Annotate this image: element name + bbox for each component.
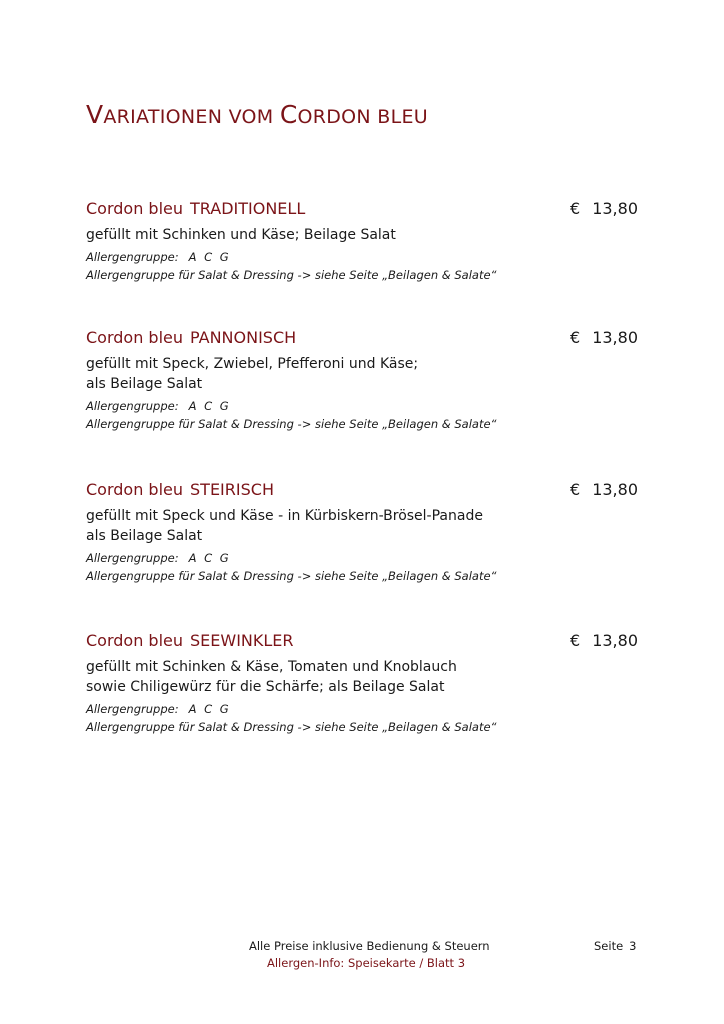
price-value: 13,80	[592, 199, 638, 218]
price-value: 13,80	[592, 480, 638, 499]
currency-symbol: €	[570, 631, 581, 650]
menu-item-price	[570, 328, 638, 347]
title-initial-v: V	[86, 100, 104, 129]
menu-item-header	[86, 480, 642, 504]
dish-style: PANNONISCH	[190, 328, 297, 347]
allergen-note: Allergengruppe für Salat & Dressing -> siehe Seite „Beilagen & Salate“	[86, 268, 497, 282]
allergen-group	[86, 700, 642, 718]
title-text-variationen: ARIATIONEN VOM	[103, 106, 280, 128]
title-initial-c: C	[279, 100, 298, 129]
allergen-group	[86, 549, 642, 567]
page-number	[594, 938, 636, 955]
menu-item-name	[86, 480, 274, 499]
dish-name: Cordon bleu	[86, 328, 184, 347]
menu-item-header	[86, 631, 642, 655]
currency-symbol: €	[570, 480, 581, 499]
dish-description-line: gefüllt mit Schinken und Käse; Beilage Salat	[86, 227, 396, 243]
page-number-value: 3	[629, 939, 637, 953]
allergen-label: Allergengruppe:	[86, 551, 179, 565]
price-value: 13,80	[592, 631, 638, 650]
allergen-info: Allergen-Info: Speisekarte / Blatt 3	[267, 956, 466, 970]
dish-style: TRADITIONELL	[190, 199, 306, 218]
menu-item-seewinkler	[86, 631, 642, 736]
menu-item-pannonisch	[86, 328, 642, 433]
menu-item-header	[86, 199, 642, 223]
currency-symbol: €	[570, 328, 581, 347]
dish-description-line: als Beilage Salat	[86, 376, 203, 392]
menu-item-price	[570, 631, 638, 650]
allergen-codes: A C G	[188, 702, 229, 716]
title-text-cordon-bleu: ORDON BLEU	[297, 106, 429, 128]
allergen-note: Allergengruppe für Salat & Dressing -> siehe Seite „Beilagen & Salate“	[86, 569, 497, 583]
allergen-group	[86, 397, 642, 415]
menu-item-name	[86, 199, 305, 218]
menu-item-traditionell	[86, 199, 642, 284]
allergen-label: Allergengruppe:	[86, 399, 179, 413]
menu-item-name	[86, 631, 294, 650]
dish-name: Cordon bleu	[86, 631, 184, 650]
dish-style: STEIRISCH	[190, 480, 274, 499]
allergen-label: Allergengruppe:	[86, 702, 179, 716]
dish-description-line: gefüllt mit Schinken & Käse, Tomaten und Knoblauch	[86, 659, 457, 675]
prices-note: Alle Preise inklusive Bedienung & Steuern	[249, 939, 490, 953]
page-label: Seite	[594, 939, 624, 953]
dish-style: SEEWINKLER	[190, 631, 294, 650]
allergen-note: Allergengruppe für Salat & Dressing -> siehe Seite „Beilagen & Salate“	[86, 720, 497, 734]
dish-name: Cordon bleu	[86, 199, 184, 218]
dish-description-line: gefüllt mit Speck, Zwiebel, Pfefferoni und Käse;	[86, 356, 419, 372]
price-value: 13,80	[592, 328, 638, 347]
allergen-codes: A C G	[188, 399, 229, 413]
dish-description-line: sowie Chiligewürz für die Schärfe; als Beilage Salat	[86, 679, 445, 695]
allergen-codes: A C G	[188, 250, 229, 264]
allergen-codes: A C G	[188, 551, 229, 565]
menu-item-steirisch	[86, 480, 642, 585]
page-title	[86, 93, 428, 131]
allergen-note: Allergengruppe für Salat & Dressing -> siehe Seite „Beilagen & Salate“	[86, 417, 497, 431]
allergen-label: Allergengruppe:	[86, 250, 179, 264]
dish-description-line: gefüllt mit Speck und Käse - in Kürbiskern-Brösel-Panade	[86, 508, 483, 524]
dish-description-line: als Beilage Salat	[86, 528, 203, 544]
menu-item-header	[86, 328, 642, 352]
menu-item-name	[86, 328, 296, 347]
currency-symbol: €	[570, 199, 581, 218]
allergen-group	[86, 248, 642, 266]
menu-item-price	[570, 199, 638, 218]
dish-name: Cordon bleu	[86, 480, 184, 499]
menu-item-price	[570, 480, 638, 499]
